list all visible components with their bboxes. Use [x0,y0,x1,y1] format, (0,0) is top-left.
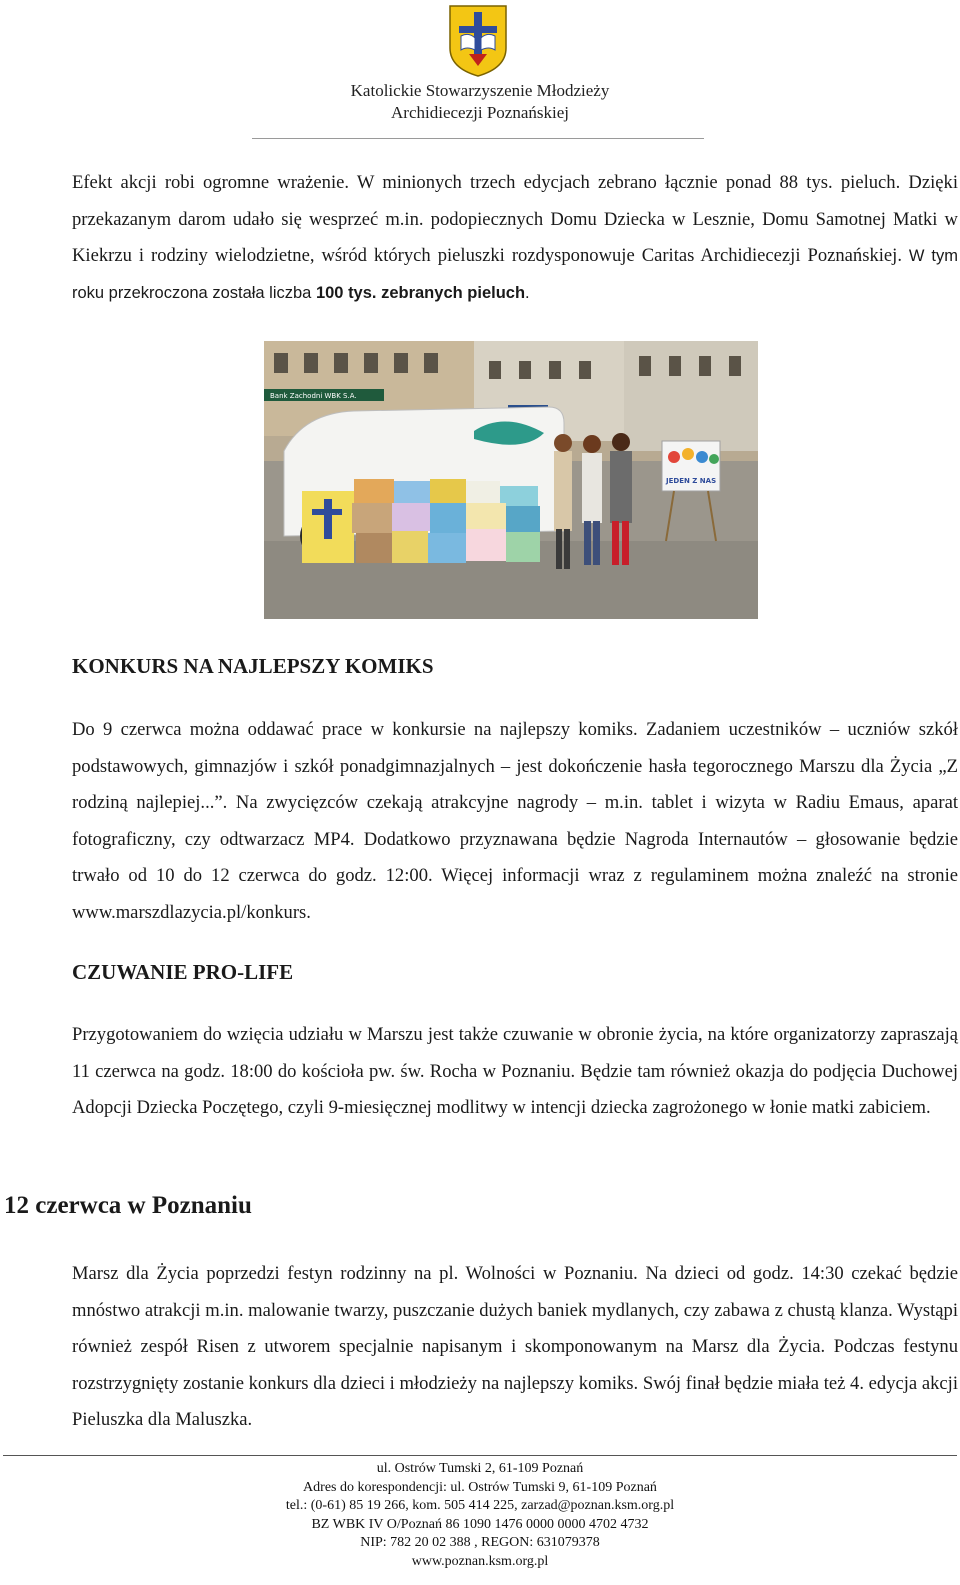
photo-banner-text: JEDEN Z NAS [666,477,717,485]
konkurs-heading: KONKURS NA NAJLEPSZY KOMIKS [72,654,434,678]
org-name-line1: Katolickie Stowarzyszenie Młodzieży [350,81,610,100]
intro-text: Efekt akcji robi ogromne wrażenie. W minionych trzech edycjach zebrano łącznie ponad 88 tys. pieluch. Dzięki przekazanym darom udało się wesprzeć m.in. podopiecznych Domu Dziecka w Lesznie, Domu Samotnej Matki w Kiekrzu i rodziny wielodzietne, wśród których pieluszki rozdysponowuje Caritas Archidiecezji Poznańskiej. [72,172,958,267]
footer-correspondence: Adres do korespondencji: ul. Ostrów Tumski 9, 61-109 Poznań [303,1479,657,1495]
footer-website: www.poznan.ksm.org.pl [411,1553,549,1569]
intro-end: . [525,283,530,302]
intro-sans-text: W tym roku przekroczona została liczba [72,247,958,302]
header-divider [252,138,704,139]
event-photo [264,341,758,619]
footer-tax-ids: NIP: 782 20 02 388 , REGON: 631079378 [360,1535,600,1550]
footer-divider [3,1455,957,1456]
konkurs-paragraph: Do 9 czerwca można oddawać prace w konkursie na najlepszy komiks. Zadaniem uczestników – uczniów szkół podstawowych, gimnazjów i szkół ponadgimnazjalnych – jest dokończenie hasła tegorocznego Marszu dla Życia „Z rodziną najlepiej...”. Na zwycięzców czekają atrakcyjne nagrody – m.in. tablet i wizyta w Radiu Emaus, aparat fotograficzny, czy odtwarzacz MP4. Dodatkowo przyznawana będzie Nagroda Internautów – głosowanie będzie trwało od 10 do 12 czerwca do godz. 12:00. Więcej informacji wraz z regulaminem można znaleźć na stronie www.marszdlazycia.pl/konkurs. [72,719,958,923]
poznan-heading: 12 czerwca w Poznaniu [4,1192,252,1219]
footer [0,1460,960,1571]
footer-bank: BZ WBK IV O/Poznań 86 1090 1476 0000 0000 4702 4732 [311,1516,649,1532]
footer-address: ul. Ostrów Tumski 2, 61-109 Poznań [376,1461,584,1476]
org-name-line2: Archidiecezji Poznańskiej [391,103,569,122]
footer-contact: tel.: (0-61) 85 19 266, kom. 505 414 225, zarzad@poznan.ksm.org.pl [285,1498,675,1513]
czuwanie-heading: CZUWANIE PRO-LIFE [72,960,294,984]
photo-bank-sign: Bank Zachodni WBK S.A. [270,392,357,400]
intro-bold-text: 100 tys. zebranych pieluch [315,283,526,302]
czuwanie-paragraph: Przygotowaniem do wzięcia udziału w Marszu jest także czuwanie w obronie życia, na które organizatorzy zapraszają 11 czerwca na godz. 18:00 do kościoła pw. św. Rocha w Poznaniu. Będzie tam również okazja do podjęcia Duchowej Adopcji Dziecka Poczętego, czyli 9-miesięcznej modlitwy w intencji dziecka zagrożonego w łonie matki zabiciem. [72,1024,958,1119]
intro-paragraph [72,165,958,311]
ksm-logo-icon [447,4,509,78]
poznan-paragraph: Marsz dla Życia poprzedzi festyn rodzinny na pl. Wolności w Poznaniu. Na dzieci od godz. 14:30 czekać będzie mnóstwo atrakcji m.in. malowanie twarzy, puszczanie dużych baniek mydlanych, czy zabawa z chustą klanza. Wystąpi również zespół Risen z utworem specjalnie napisanym i skomponowanym na Marsz dla Życia. Podczas festynu rozstrzygnięty zostanie konkurs dla dzieci i młodzieży na najlepszy komiks. Swój finał będzie miała też 4. edycja akcji Pieluszka dla Maluszka. [72,1263,958,1431]
